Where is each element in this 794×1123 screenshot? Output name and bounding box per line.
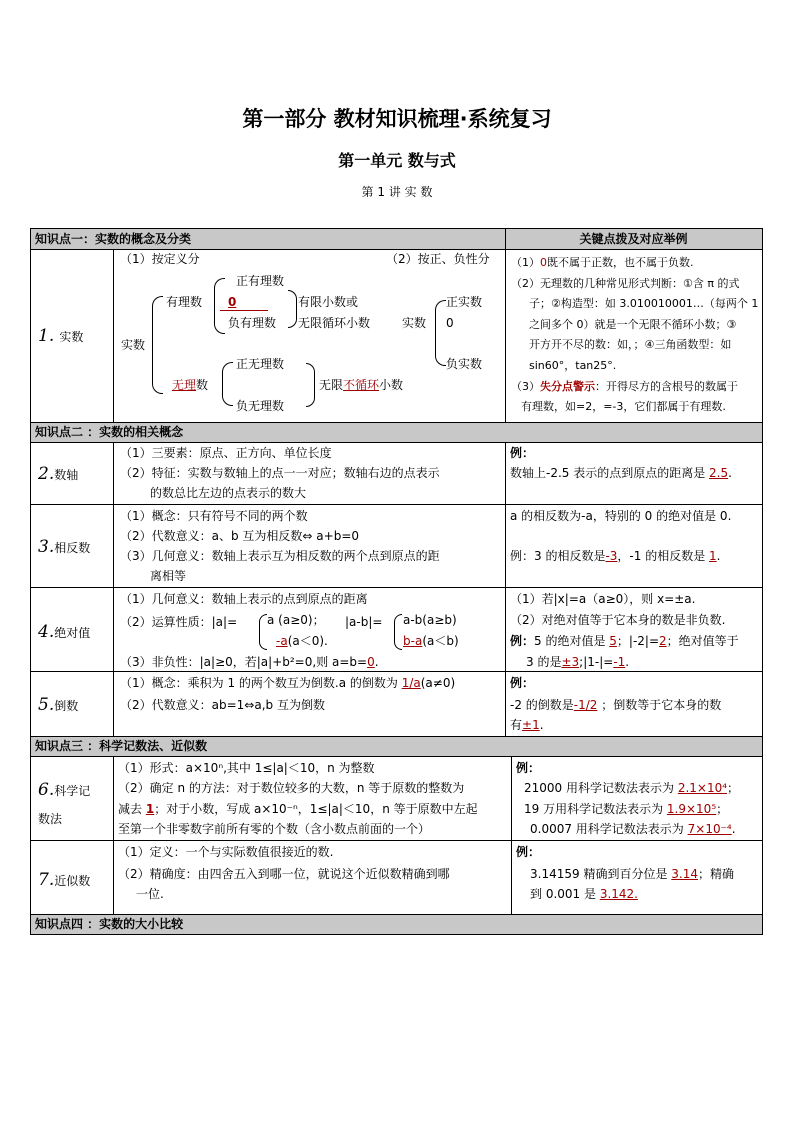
classify-by-definition: （1）按定义分 [120,252,200,266]
row-6-example-3: 0.0007 用科学记数法表示为 7×10⁻⁴. [530,822,736,836]
negative-real: 负实数 [446,357,483,371]
row-7-example-1: 3.14159 精确到百分位是 3.14；精确 [530,867,734,881]
row-2-example-label: 例： [510,446,535,460]
section-3-header: 知识点三 ：科学记数法、近似数 [35,739,208,753]
section-1-tips-header: 关键点拨及对应举例 [579,232,688,246]
row-6-line-4: 至第一个非零数字前所有零的个数（含小数点前面的一个） [118,822,431,836]
abs-case-2: -a(a＜0). [276,634,328,648]
row-4-note-1: （1）若|x|=a（a≥0），则 x=±a. [510,592,696,606]
row-7-example-2: 到 0.001 是 3.142. [530,887,638,901]
row-3-example: 例：3 的相反数是-3，-1 的相反数是 1. [510,549,721,563]
finite-decimal: 有限小数或 [298,295,359,309]
row-3-line-4: 离相等 [150,569,187,583]
row-5-line-2: （2）代数意义：ab=1⇔a,b 互为倒数 [120,698,325,712]
abs-diff-label: |a-b|= [345,615,383,629]
row-3-line-1: （1）概念：只有符号不同的两个数 [120,509,308,523]
row-6-example-label: 例： [516,761,541,775]
row-2-line-1: （1）三要素：原点、正方向、单位长度 [120,446,332,460]
brace-real [152,296,163,394]
section-1-header: 知识点一：实数的概念及分类 [35,232,192,246]
infinite-nonrepeating-decimal: 无限不循环小数 [319,378,404,392]
row-2-label: 2.数轴 [38,464,79,484]
page-title: 第一部分 教材知识梳理·系统复习 [242,107,552,131]
irrational-number: 无理数 [172,378,209,392]
row-5-label: 5.倒数 [38,695,79,715]
row-6-line-1: （1）形式：a×10ⁿ,其中 1≤|a|＜10，n 为整数 [118,761,375,775]
brace-real-by-sign [435,300,446,366]
abs-diff-case-2: b-a(a＜b) [403,634,459,648]
row-4-line-3: （3）非负性：|a|≥0，若|a|+b²=0,则 a=b=0. [120,655,379,669]
row-4-operation-label: （2）运算性质：|a|= [120,615,238,629]
rational-number: 有理数 [166,295,203,309]
row-3-note: a 的相反数为-a，特别的 0 的绝对值是 0. [510,509,732,523]
brace-rational [214,278,225,334]
infinite-repeating-decimal: 无限循环小数 [298,316,371,330]
positive-irrational: 正无理数 [236,357,285,371]
row-6-example-1: 21000 用科学记数法表示为 2.1×10⁴； [524,781,740,795]
row-3-line-3: （3）几何意义：数轴上表示互为相反数的两个点到原点的距 [120,549,440,563]
row-5-line-1: （1）概念：乘积为 1 的两个数互为倒数.a 的倒数为 1/a(a≠0) [120,676,456,690]
row-6-label-2: 数法 [38,812,63,826]
row-4-example-1: 例：5 的绝对值是 5；|-2|=2；绝对值等于 [510,634,739,648]
negative-irrational: 负无理数 [236,399,285,413]
row-5-example-2: 有±1. [510,718,544,732]
zero-underline [220,310,268,311]
row-5-example-label: 例： [510,676,535,690]
real-number-by-sign: 实数 [402,316,427,330]
abs-diff-case-1: a-b(a≥b) [403,613,457,627]
row-7-line-2: （2）精确度：由四舍五入到哪一位，就说这个近似数精确到哪 [118,867,450,881]
row-5-example-1: -2 的倒数是-1/2 ；倒数等于它本身的数 [510,698,722,712]
row-1-tips: （1）0既不属于正数，也不属于负数. （2）无理数的几种常见形式判断：①含 π 的式 子；②构造型：如 3.010010001…（每两个 1 之间多个 0）就是一个无限不循环小数；③ 开方开不尽的数：如，；④三角函数型：如 sin60°，tan25°. （3）失分点警示：开得尽方的含根号的数属于 有理数，如=2，=-3，它们都属于有理数. [511,256,759,414]
row-7-example-label: 例： [516,845,541,859]
lecture-title: 第 1 讲 实 数 [361,185,433,199]
brace-abs-diff [394,614,402,650]
row-6-example-2: 19 万用科学记数法表示为 1.9×10⁵； [524,802,729,816]
zero-answer: 0 [228,295,237,309]
positive-rational: 正有理数 [236,274,285,288]
brace-rational-decimal [288,290,297,328]
real-number-root: 实数 [121,338,146,352]
row-4-note-2: （2）对绝对值等于它本身的数是非负数. [510,613,726,627]
section-2-header: 知识点二 ：实数的相关概念 [35,425,184,439]
row-3-line-2: （2）代数意义：a、b 互为相反数⇔ a+b=0 [120,529,360,543]
row-6-label: 6.科学记 [38,780,91,800]
zero-real: 0 [446,316,454,330]
row-2-line-3: 的数总比左边的点表示的数大 [150,486,307,500]
row-4-example-2: 3 的是±3;|1-|=-1. [526,655,630,669]
brace-irrational-decimal [306,363,315,407]
row-6-line-2: （2）确定 n 的方法：对于数位较多的大数，n 等于原数的整数为 [118,781,465,795]
brace-irrational [222,362,233,406]
positive-real: 正实数 [446,295,483,309]
classify-by-sign: （2）按正、负性分 [386,252,490,266]
unit-title: 第一单元 数与式 [338,151,456,170]
row-2-line-2: （2）特征：实数与数轴上的点一一对应；数轴右边的点表示 [120,466,440,480]
row-7-label: 7.近似数 [38,870,91,890]
abs-case-1: a (a≥0)； [267,613,325,627]
section-4-header: 知识点四 ：实数的大小比较 [35,917,184,931]
row-4-line-1: （1）几何意义：数轴上表示的点到原点的距离 [120,592,368,606]
row-6-line-3: 减去 1；对于小数，写成 a×10⁻ⁿ，1≤|a|＜10，n 等于原数中左起 [118,802,478,816]
row-7-line-3: 一位. [136,887,164,901]
row-1-label: 1. 实数 [38,326,84,346]
brace-abs-a [259,614,267,650]
row-2-example: 数轴上-2.5 表示的点到原点的距离是 2.5. [510,466,732,480]
negative-rational: 负有理数 [228,316,277,330]
row-4-label: 4.绝对值 [38,622,91,642]
row-3-label: 3.相反数 [38,537,91,557]
row-7-line-1: （1）定义：一个与实际数值很接近的数. [118,845,334,859]
